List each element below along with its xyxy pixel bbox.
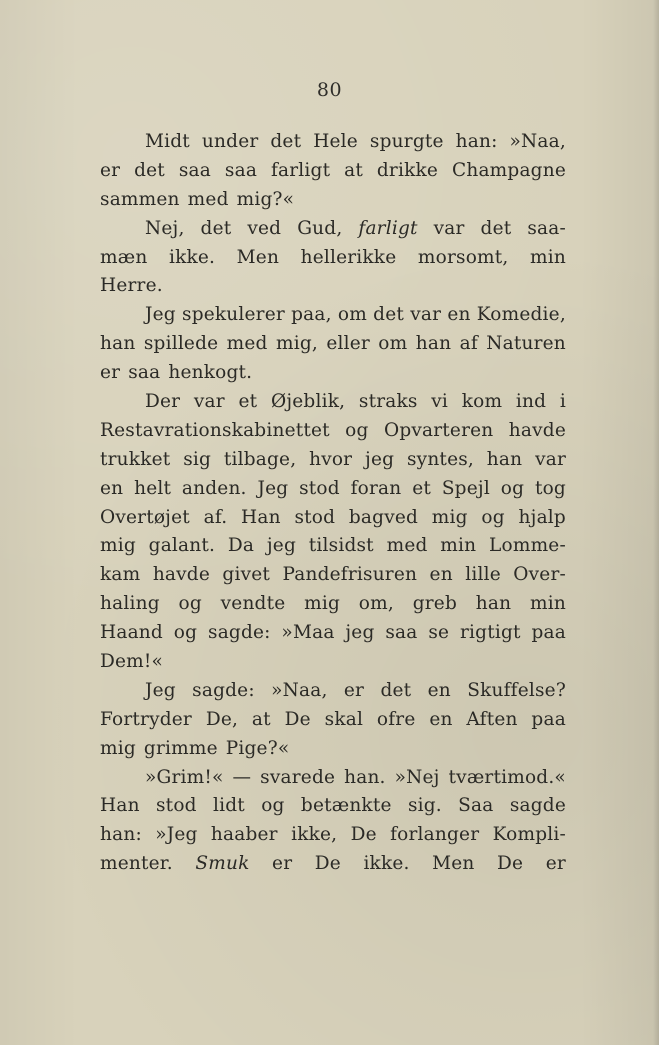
text-line: [100, 301, 566, 330]
word: var: [433, 217, 465, 239]
word: Over-: [513, 564, 566, 586]
text-line: [100, 532, 566, 561]
word: er: [272, 853, 293, 875]
word: hvor: [309, 448, 353, 470]
word: Pige?«: [225, 737, 290, 759]
word: var: [193, 391, 225, 413]
word: en: [100, 477, 124, 499]
word: Der: [145, 391, 181, 413]
word: straks: [358, 391, 418, 413]
word: farligt: [358, 217, 418, 239]
word: Jeg: [145, 679, 176, 701]
word: tilbage,: [223, 448, 297, 470]
word: spillede: [143, 333, 219, 355]
word: af: [459, 333, 478, 355]
text-line: [100, 417, 566, 446]
word: af.: [203, 506, 228, 528]
word: han: [415, 333, 452, 355]
page-number: 80: [316, 79, 343, 101]
word: jeg: [365, 448, 395, 470]
word: et: [238, 391, 258, 413]
word: ikke.: [363, 853, 410, 875]
word: De: [497, 853, 524, 875]
text-line: [100, 561, 566, 590]
word: jeg: [266, 535, 297, 557]
word: »Nej: [394, 766, 440, 788]
word: anden.: [181, 477, 247, 499]
word: og: [261, 795, 285, 817]
word: syntes,: [406, 448, 474, 470]
word: ofre: [376, 708, 416, 730]
text-line: [100, 244, 566, 273]
word: Jeg: [257, 477, 289, 499]
word: stod: [155, 795, 197, 817]
word: ind: [515, 391, 547, 413]
word: og: [500, 477, 525, 499]
word: jeg: [345, 622, 375, 644]
text-line: [100, 186, 566, 215]
text-line: [100, 706, 566, 735]
body-text: [100, 128, 566, 879]
word: er: [343, 679, 365, 701]
word: paa: [531, 622, 566, 644]
text-line: [100, 590, 566, 619]
word: spekulerer: [182, 304, 285, 326]
text-line: [100, 157, 566, 186]
text-line: [100, 735, 566, 764]
word: Restavrationskabinettet: [100, 419, 330, 441]
word: en: [427, 679, 451, 701]
word: at: [251, 708, 271, 730]
word: og: [173, 622, 198, 644]
word: Lomme-: [489, 535, 566, 557]
text-line: [100, 388, 566, 417]
word: De: [284, 708, 311, 730]
word: under: [201, 131, 259, 152]
word: Overtøjet: [100, 506, 190, 528]
word: mig: [100, 535, 136, 557]
word: saa: [385, 622, 418, 644]
word: Dem!«: [100, 651, 164, 673]
text-line: [100, 446, 566, 475]
word: et: [412, 477, 431, 499]
word: lille: [465, 564, 501, 586]
word: stod: [299, 477, 340, 499]
word: havde: [152, 564, 210, 586]
word: Hele: [313, 131, 358, 152]
word: sig: [183, 448, 212, 470]
word: Pandefrisuren: [282, 564, 418, 586]
word: en: [447, 304, 471, 326]
word: kom: [461, 391, 503, 413]
word: Smuk: [195, 853, 250, 875]
word: Jeg: [145, 304, 176, 326]
word: min: [530, 246, 566, 268]
word: lidt: [213, 795, 245, 817]
word: det: [200, 217, 232, 239]
text-line: [100, 764, 566, 793]
word: paa,: [291, 304, 332, 326]
word: med: [226, 333, 268, 355]
word: er: [545, 853, 566, 875]
word: »Jeg: [155, 824, 198, 846]
word: om,: [358, 593, 394, 615]
word: min: [440, 535, 477, 557]
word: mig: [100, 737, 136, 759]
word: ikke.: [168, 246, 216, 268]
word: »Naa,: [271, 679, 328, 701]
word: kam: [100, 564, 141, 586]
word: saa-: [527, 217, 566, 239]
word: mig: [304, 593, 341, 615]
text-line: [100, 792, 566, 821]
word: Øjeblik,: [270, 391, 346, 413]
word: spurgte: [369, 131, 444, 152]
word: se: [428, 622, 450, 644]
word: er: [100, 159, 121, 181]
word: han.: [344, 766, 386, 788]
word: og: [345, 419, 369, 441]
word: Midt: [145, 131, 190, 152]
word: bagved: [348, 506, 419, 528]
word: sammen: [100, 188, 180, 210]
word: hellerikke: [300, 246, 397, 268]
word: og: [481, 506, 505, 528]
word: »Grim!«: [145, 766, 224, 788]
word: sagde: [509, 795, 566, 817]
word: svarede: [260, 766, 336, 788]
word: om: [378, 333, 408, 355]
page-edge-shadow: [653, 0, 659, 1045]
text-line: [100, 359, 566, 388]
word: med: [386, 535, 428, 557]
word: menter.: [100, 853, 173, 875]
word: helt: [134, 477, 172, 499]
word: tog: [534, 477, 566, 499]
word: —: [232, 766, 252, 788]
word: sagde:: [208, 622, 271, 644]
word: henkogt.: [168, 362, 253, 384]
text-line: [100, 821, 566, 850]
word: grimme: [143, 737, 218, 759]
word: Champagne: [451, 159, 566, 181]
word: Gud,: [297, 217, 343, 239]
word: haaber: [210, 824, 278, 846]
word: at: [344, 159, 363, 181]
word: en: [429, 564, 453, 586]
word: rigtigt: [460, 622, 521, 644]
word: det: [373, 304, 404, 326]
word: Han: [241, 506, 281, 528]
word: Komedie,: [476, 304, 566, 326]
word: sagde:: [192, 679, 255, 701]
word: stod: [294, 506, 336, 528]
word: sig.: [407, 795, 442, 817]
word: skal: [324, 708, 364, 730]
word: mig?«: [236, 188, 295, 210]
word: De: [350, 824, 377, 846]
word: det: [134, 159, 165, 181]
word: i: [559, 391, 566, 413]
word: og: [178, 593, 202, 615]
word: havde: [508, 419, 566, 441]
text-line: [100, 272, 566, 301]
word: vi: [431, 391, 449, 413]
word: saa: [128, 362, 161, 384]
word: Skuffelse?: [467, 679, 566, 701]
word: tilsidst: [308, 535, 374, 557]
text-line: [100, 330, 566, 359]
word: saa: [178, 159, 211, 181]
word: Naturen: [486, 333, 566, 355]
text-line: [100, 619, 566, 648]
word: tværtimod.«: [448, 766, 566, 788]
word: mæn: [100, 246, 148, 268]
word: »Maa: [281, 622, 335, 644]
word: hjalp: [518, 506, 566, 528]
word: det: [480, 217, 512, 239]
word: er: [100, 362, 121, 384]
word: han: [486, 448, 523, 470]
text-line: [100, 677, 566, 706]
word: han:: [455, 131, 498, 152]
text-line: [100, 128, 566, 157]
word: De,: [205, 708, 239, 730]
word: galant.: [148, 535, 216, 557]
word: Da: [227, 535, 255, 557]
word: Aften: [466, 708, 518, 730]
word: vendte: [220, 593, 286, 615]
word: Opvarteren: [383, 419, 494, 441]
word: De: [314, 853, 341, 875]
word: ved: [247, 217, 282, 239]
word: var: [410, 304, 442, 326]
text-line: [100, 504, 566, 533]
word: Men: [432, 853, 475, 875]
word: eller: [326, 333, 370, 355]
word: Spejl: [441, 477, 490, 499]
word: haling: [100, 593, 160, 615]
word: med: [187, 188, 229, 210]
word: betænkte: [300, 795, 392, 817]
word: var: [535, 448, 566, 470]
word: Kompli-: [492, 824, 566, 846]
word: ikke,: [291, 824, 338, 846]
word: min: [529, 593, 566, 615]
word: en: [429, 708, 453, 730]
word: Men: [236, 246, 280, 268]
word: »Naa,: [509, 131, 566, 152]
word: Saa: [458, 795, 494, 817]
word: om: [337, 304, 367, 326]
word: drikke: [376, 159, 439, 181]
word: mig: [431, 506, 468, 528]
word: foran: [350, 477, 402, 499]
text-line: [100, 648, 566, 677]
word: morsomt,: [417, 246, 509, 268]
word: Nej,: [145, 217, 185, 239]
word: forlanger: [390, 824, 480, 846]
word: paa: [531, 708, 566, 730]
word: Haand: [100, 622, 163, 644]
word: han: [475, 593, 512, 615]
word: Han: [100, 795, 140, 817]
text-line: [100, 215, 566, 244]
word: saa: [224, 159, 258, 181]
word: trukket: [100, 448, 171, 470]
text-line: [100, 475, 566, 504]
word: givet: [222, 564, 271, 586]
text-line: [100, 850, 566, 879]
word: farligt: [270, 159, 331, 181]
word: det: [380, 679, 412, 701]
word: han:: [100, 824, 142, 846]
word: Fortryder: [100, 708, 192, 730]
word: greb: [412, 593, 457, 615]
word: det: [270, 131, 302, 152]
word: mig,: [275, 333, 318, 355]
word: Herre.: [100, 275, 163, 297]
word: han: [100, 333, 136, 355]
